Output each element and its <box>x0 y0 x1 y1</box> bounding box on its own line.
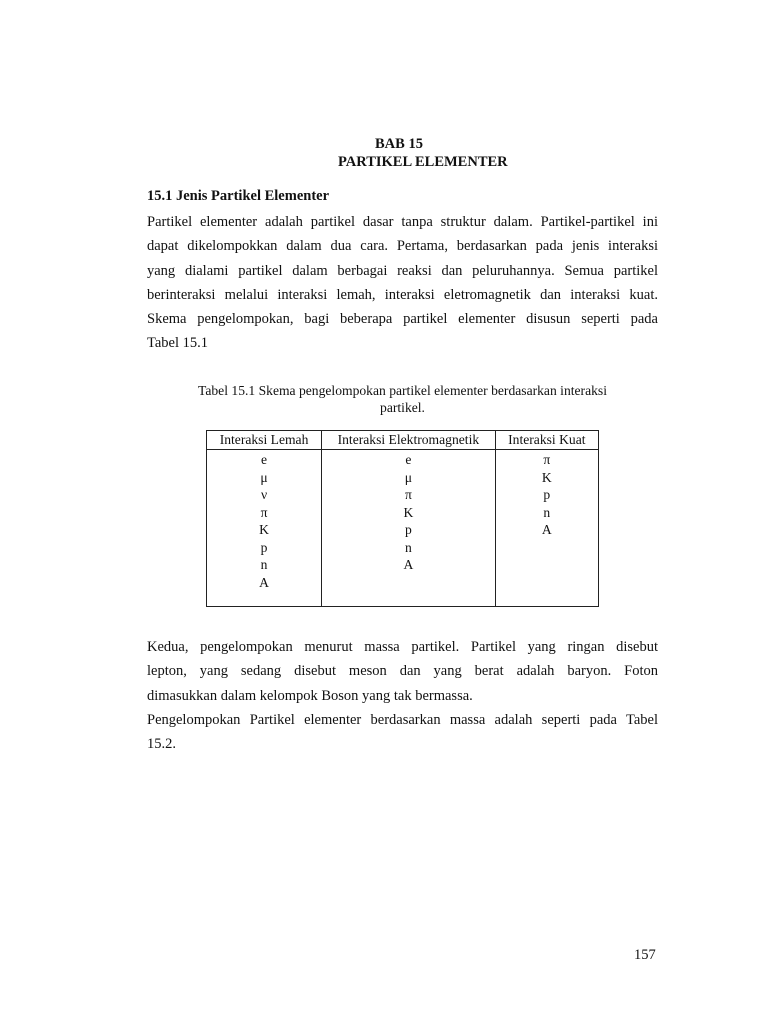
table-row <box>207 450 599 607</box>
paragraph-2-line: 15.2. <box>147 736 176 753</box>
particle-symbol: A <box>541 522 552 537</box>
particle-symbol: p <box>543 487 551 502</box>
section-heading: 15.1 Jenis Partikel Elementer <box>147 188 330 204</box>
header-strong-interaction: Interaksi Kuat <box>495 431 598 450</box>
particle-symbol: n <box>260 557 268 572</box>
particle-interaction-table <box>206 430 599 607</box>
particle-symbol: e <box>261 452 268 467</box>
particle-symbol: ν <box>260 487 268 502</box>
column-weak-interaction <box>207 450 322 607</box>
particle-symbol: e <box>405 452 412 467</box>
paragraph-1 <box>147 210 658 356</box>
particle-symbol: n <box>404 539 412 555</box>
particle-symbol: μ <box>404 469 413 485</box>
particle-symbol: π <box>404 487 412 502</box>
paragraph-1-line: Partikel elementer adalah partikel dasar tanpa struktur dalam. Partikel-partikel ini <box>147 214 658 230</box>
chapter-title: PARTIKEL ELEMENTER <box>338 154 508 170</box>
particle-symbol: n <box>543 504 551 520</box>
particle-symbol: p <box>404 522 412 537</box>
page-number: 157 <box>634 947 656 963</box>
table-caption-line-2: partikel. <box>380 400 425 415</box>
column-strong-interaction <box>495 450 598 607</box>
particle-symbol: μ <box>260 469 268 485</box>
paragraph-2-line: dimasukkan dalam kelompok Boson yang tak bermassa. <box>147 687 473 704</box>
paragraph-2-line: Kedua, pengelompokan menurut massa partikel. Partikel yang ringan disebut <box>147 639 658 655</box>
particle-symbol: K <box>259 522 269 537</box>
paragraph-2-line: Pengelompokan Partikel elementer berdasarkan massa adalah seperti pada Tabel <box>147 711 658 728</box>
table-header-row <box>207 431 599 450</box>
column-electromagnetic-interaction <box>322 450 496 607</box>
header-electromagnetic-interaction: Interaksi Elektromagnetik <box>322 431 496 450</box>
particle-symbol: π <box>260 504 268 520</box>
chapter-label: BAB 15 <box>375 136 423 152</box>
paragraph-1-line: yang dialami partikel dalam berbagai reaksi dan peluruhannya. Semua partikel <box>147 262 658 279</box>
paragraph-1-line: dapat dikelompokkan dalam dua cara. Pertama, berdasarkan pada jenis interaksi <box>147 238 658 255</box>
paragraph-2-line: lepton, yang sedang disebut meson dan yang berat adalah baryon. Foton <box>147 663 658 680</box>
particle-symbol: π <box>543 452 551 467</box>
particle-symbol: A <box>403 557 414 572</box>
particle-symbol: K <box>541 469 552 485</box>
paragraph-1-line: Tabel 15.1 <box>147 335 208 352</box>
particle-symbol: p <box>260 539 268 555</box>
paragraph-1-line: berinteraksi melalui interaksi lemah, interaksi eletromagnetik dan interaksi kuat. <box>147 286 658 303</box>
paragraph-1-line: Skema pengelompokan, bagi beberapa partikel elementer disusun seperti pada <box>147 311 658 328</box>
particle-symbol: A <box>259 574 269 590</box>
header-weak-interaction: Interaksi Lemah <box>207 431 322 450</box>
paragraph-2 <box>147 635 658 756</box>
particle-symbol: K <box>403 504 414 520</box>
table-caption-line-1: Tabel 15.1 Skema pengelompokan partikel elementer berdasarkan interaksi <box>198 383 607 398</box>
table-caption <box>147 382 658 416</box>
